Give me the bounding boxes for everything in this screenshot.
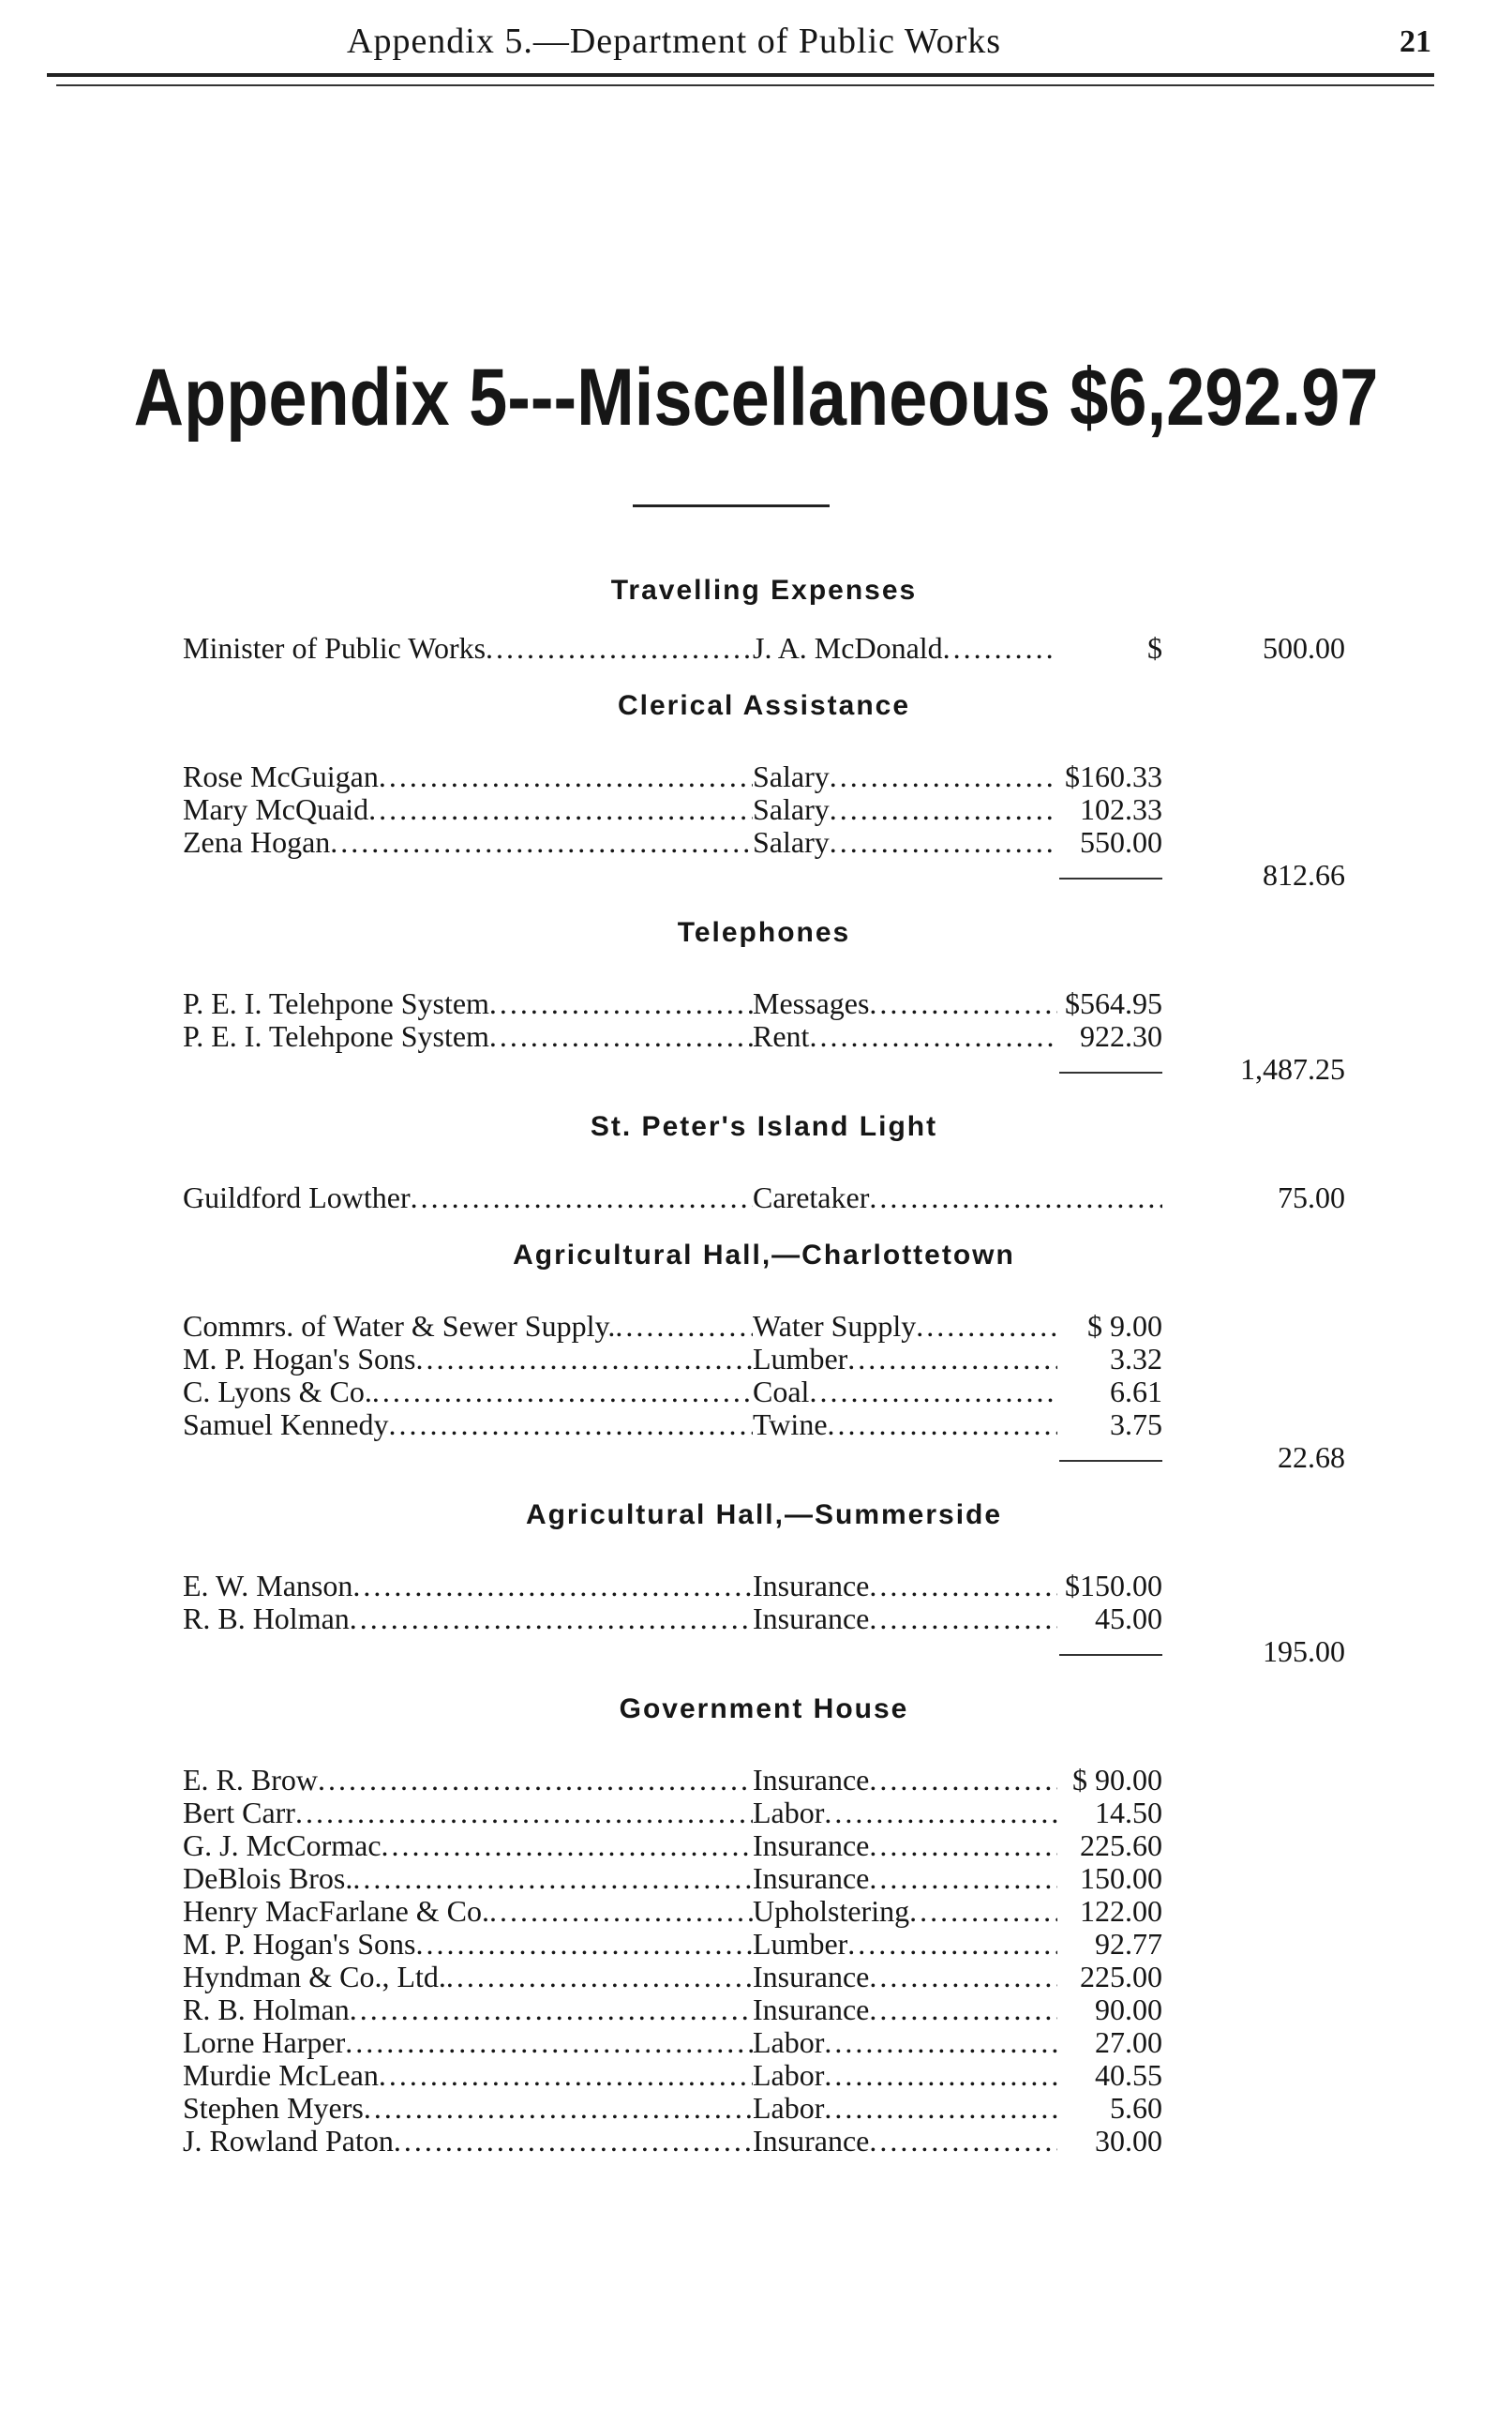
payee: Murdie McLean <box>183 2059 379 2092</box>
item: Labor <box>753 2026 825 2059</box>
item: Insurance <box>753 1570 870 1602</box>
item: Lumber <box>753 1928 848 1961</box>
ledger-row <box>183 1343 1345 1376</box>
amount: $ 90.00 <box>1072 1764 1162 1797</box>
section-heading: St. Peter's Island Light <box>590 1111 938 1142</box>
amount: $ 9.00 <box>1087 1310 1162 1343</box>
amount: 6.61 <box>1110 1376 1162 1408</box>
payee: Lorne Harper <box>183 2026 346 2059</box>
subtotal-rule <box>1059 878 1162 880</box>
ledger-row <box>183 826 1345 859</box>
subtotal-row <box>183 1635 1345 1668</box>
ledger-row <box>183 2092 1345 2125</box>
amount: $ <box>1147 632 1162 665</box>
ledger-row <box>183 2059 1345 2092</box>
ledger-row <box>183 1993 1345 2026</box>
ledger-row <box>183 1862 1345 1895</box>
item: Water Supply <box>753 1310 917 1343</box>
payee: Samuel Kennedy <box>183 1408 389 1441</box>
payee: R. B. Holman <box>183 1602 350 1635</box>
ledger-row <box>183 1928 1345 1961</box>
ledger-row <box>183 632 1345 665</box>
payee: M. P. Hogan's Sons <box>183 1343 416 1376</box>
amount: 550.00 <box>1080 826 1162 859</box>
ledger-row <box>183 1570 1345 1602</box>
subtotal-rule <box>1059 1654 1162 1656</box>
amount: $564.95 <box>1065 987 1162 1020</box>
ledger-row <box>183 1602 1345 1635</box>
subtotal-row <box>183 859 1345 892</box>
section-heading: Agricultural Hall,—Charlottetown <box>513 1240 1015 1271</box>
section-heading: Telephones <box>677 917 851 948</box>
amount: 40.55 <box>1095 2059 1162 2092</box>
ledger-row <box>183 1181 1345 1214</box>
subtotal-row <box>183 1441 1345 1474</box>
amount: 92.77 <box>1095 1928 1162 1961</box>
payee: Guildford Lowther <box>183 1181 411 1214</box>
item: Labor <box>753 2059 825 2092</box>
item: Upholstering <box>753 1895 910 1928</box>
section-telephones <box>183 914 1345 1086</box>
payee: M. P. Hogan's Sons <box>183 1928 416 1961</box>
ledger-row <box>183 987 1345 1020</box>
payee: P. E. I. Telehpone System <box>183 987 489 1020</box>
amount: 122.00 <box>1080 1895 1162 1928</box>
payee: Bert Carr <box>183 1797 295 1829</box>
amount: 225.60 <box>1080 1829 1162 1862</box>
amount: $150.00 <box>1065 1570 1162 1602</box>
ledger-row <box>183 1376 1345 1408</box>
item: Salary <box>753 793 830 826</box>
section-clerical-assistance <box>183 687 1345 892</box>
subtotal: 22.68 <box>1278 1441 1345 1474</box>
header-rule-thick <box>47 73 1434 77</box>
amount: 3.32 <box>1110 1343 1162 1376</box>
amount: 225.00 <box>1080 1961 1162 1993</box>
amount: 3.75 <box>1110 1408 1162 1441</box>
payee: Mary McQuaid <box>183 793 369 826</box>
ledger-row <box>183 1020 1345 1053</box>
running-header <box>0 21 1512 68</box>
payee: G. J. McCormac <box>183 1829 382 1862</box>
section-heading: Agricultural Hall,—Summerside <box>525 1499 1003 1530</box>
section-agricultural-hall-charlottetown <box>183 1237 1345 1474</box>
item: Insurance <box>753 1602 870 1635</box>
payee: DeBlois Bros. <box>183 1862 353 1895</box>
item: Insurance <box>753 2125 870 2158</box>
payee: Hyndman & Co., Ltd. <box>183 1961 446 1993</box>
ledger-row <box>183 1895 1345 1928</box>
amount: 27.00 <box>1095 2026 1162 2059</box>
item: Rent <box>753 1020 810 1053</box>
amount: 150.00 <box>1080 1862 1162 1895</box>
item: Coal <box>753 1376 810 1408</box>
subtotal-row <box>183 1053 1345 1086</box>
payee: E. R. Brow <box>183 1764 318 1797</box>
ledger-row <box>183 793 1345 826</box>
section-st-peters-island-light <box>183 1108 1345 1214</box>
item: Salary <box>753 826 830 859</box>
amount: 30.00 <box>1095 2125 1162 2158</box>
section-heading: Clerical Assistance <box>617 690 911 721</box>
ledger-row <box>183 760 1345 793</box>
ledger-row <box>183 1961 1345 1993</box>
total: 500.00 <box>1263 632 1345 665</box>
item: Insurance <box>753 1764 870 1797</box>
section-travelling-expenses <box>183 572 1345 665</box>
subtotal: 195.00 <box>1263 1635 1345 1668</box>
ledger-row <box>183 1797 1345 1829</box>
payee: J. Rowland Paton <box>183 2125 394 2158</box>
amount: 90.00 <box>1095 1993 1162 2026</box>
ledger-row <box>183 1310 1345 1343</box>
header-rule-thin <box>56 84 1434 86</box>
amount: 102.33 <box>1080 793 1162 826</box>
ledger-content <box>183 572 1345 2158</box>
payee: R. B. Holman <box>183 1993 350 2026</box>
amount: 5.60 <box>1110 2092 1162 2125</box>
subtotal: 812.66 <box>1263 859 1345 892</box>
section-agricultural-hall-summerside <box>183 1496 1345 1668</box>
payee: Minister of Public Works <box>183 632 487 665</box>
page-number: 21 <box>1400 24 1431 59</box>
payee: Commrs. of Water & Sewer Supply. <box>183 1310 616 1343</box>
section-government-house <box>183 1691 1345 2158</box>
subtotal-rule <box>1059 1460 1162 1462</box>
total: 75.00 <box>1278 1181 1345 1214</box>
amount: 14.50 <box>1095 1797 1162 1829</box>
payee: E. W. Manson <box>183 1570 353 1602</box>
item: Labor <box>753 1797 825 1829</box>
item: Caretaker <box>753 1181 870 1214</box>
ledger-row <box>183 1829 1345 1862</box>
item: Insurance <box>753 1961 870 1993</box>
item: J. A. McDonald <box>753 632 943 665</box>
payee: C. Lyons & Co. <box>183 1376 372 1408</box>
item: Insurance <box>753 1829 870 1862</box>
page-title: Appendix 5---Miscellaneous $6,292.97 <box>133 353 1379 443</box>
item: Messages <box>753 987 870 1020</box>
item: Labor <box>753 2092 825 2125</box>
item: Lumber <box>753 1343 848 1376</box>
ledger-row <box>183 1764 1345 1797</box>
title-rule <box>633 504 830 507</box>
amount: $160.33 <box>1065 760 1162 793</box>
payee: Zena Hogan <box>183 826 331 859</box>
subtotal: 1,487.25 <box>1240 1053 1345 1086</box>
payee: Stephen Myers <box>183 2092 364 2125</box>
ledger-row <box>183 2125 1345 2158</box>
ledger-row <box>183 1408 1345 1441</box>
payee: Rose McGuigan <box>183 760 379 793</box>
running-title: Appendix 5.—Department of Public Works <box>347 22 1002 61</box>
item: Salary <box>753 760 830 793</box>
item: Insurance <box>753 1862 870 1895</box>
payee: Henry MacFarlane & Co. <box>183 1895 490 1928</box>
ledger-row <box>183 2026 1345 2059</box>
item: Twine <box>753 1408 828 1441</box>
section-heading: Government House <box>619 1693 909 1724</box>
amount: 45.00 <box>1095 1602 1162 1635</box>
payee: P. E. I. Telehpone System <box>183 1020 489 1053</box>
item: Insurance <box>753 1993 870 2026</box>
amount: 922.30 <box>1080 1020 1162 1053</box>
section-heading: Travelling Expenses <box>610 575 918 606</box>
subtotal-rule <box>1059 1072 1162 1074</box>
